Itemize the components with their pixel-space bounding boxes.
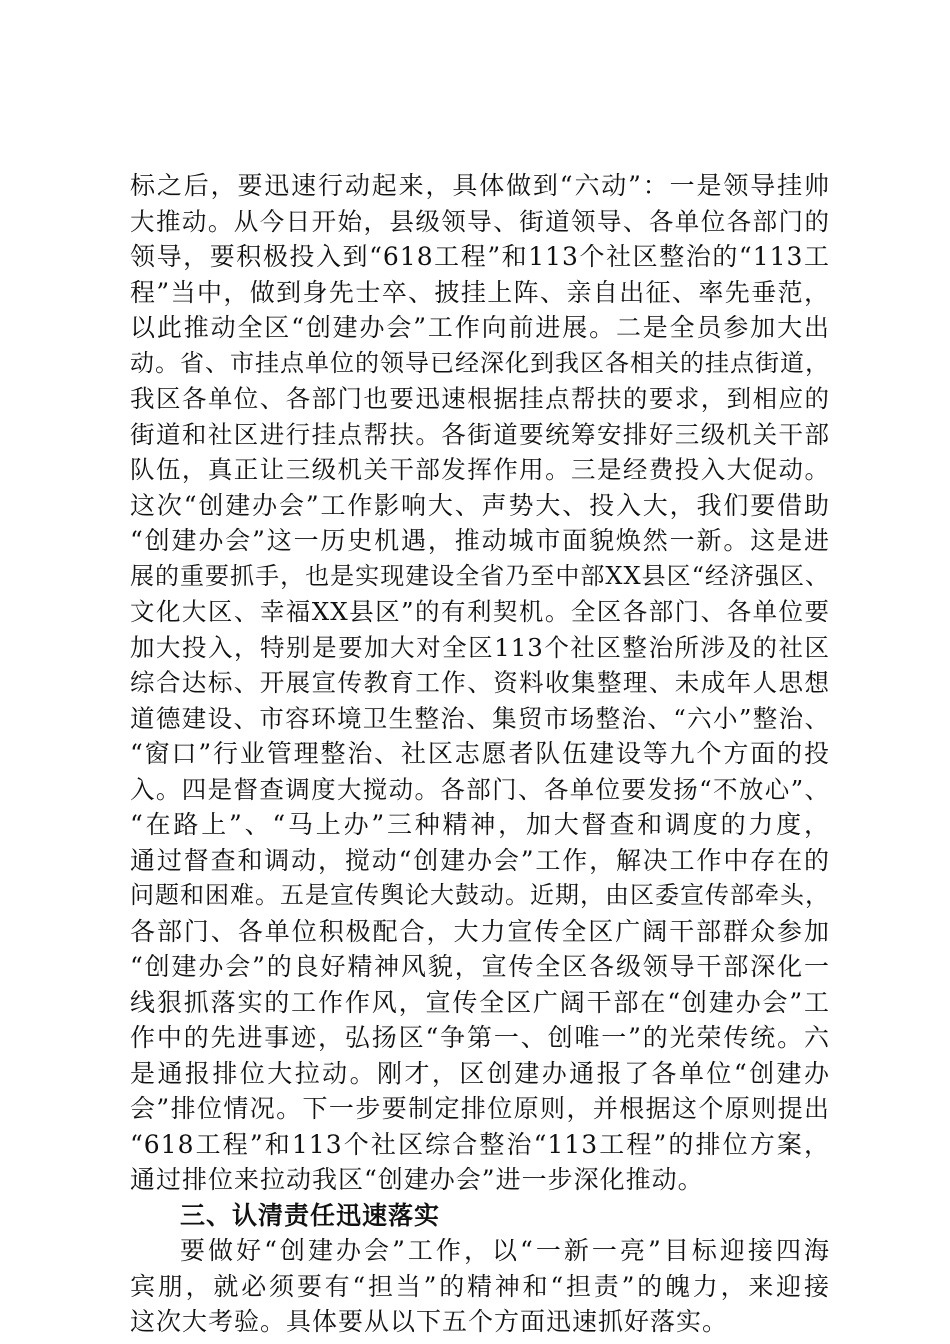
- text-line: 文化大区、幸福XX县区”的有利契机。全区各部门、各单位要: [130, 597, 830, 626]
- text-line: “窗口”行业管理整治、社区志愿者队伍建设等九个方面的投: [130, 739, 830, 768]
- text-line: 作中的先进事迹，弘扬区“争第一、创唯一”的光荣传统。六: [130, 1023, 830, 1052]
- text-line: 加大投入，特别是要加大对全区113个社区整治所涉及的社区: [130, 632, 830, 662]
- text-line: 线狠抓落实的工作作风，宣传全区广阔干部在“创建办会”工: [130, 987, 830, 1017]
- text-line: 展的重要抓手，也是实现建设全省乃至中部XX县区“经济强区、: [130, 561, 830, 590]
- text-line: 会”排位情况。下一步要制定排位原则，并根据这个原则提出: [130, 1094, 830, 1123]
- text-line: 程”当中，做到身先士卒、披挂上阵、亲自出征、率先垂范，: [130, 277, 830, 307]
- text-line: 是通报排位大拉动。刚才，区创建办通报了各单位“创建办: [130, 1058, 830, 1088]
- text-line: 各部门、各单位积极配合，大力宣传全区广阔干部群众参加: [130, 916, 830, 946]
- text-line: 综合达标、开展宣传教育工作、资料收集整理、未成年人思想: [130, 668, 830, 697]
- text-line: “创建办会”的良好精神风貌，宣传全区各级领导干部深化一: [130, 952, 830, 981]
- body-paragraph: [130, 168, 830, 1198]
- text-line: 入。四是督查调度大搅动。各部门、各单位要发扬“不放心”、: [130, 774, 830, 804]
- text-line: 这次“创建办会”工作影响大、声势大、投入大，我们要借助: [130, 490, 830, 520]
- text-line: 这次大考验。具体要从以下五个方面迅速抓好落实。: [130, 1307, 729, 1336]
- text-line: 街道和社区进行挂点帮扶。各街道要统筹安排好三级机关干部: [130, 419, 830, 449]
- document-body: [130, 168, 830, 1340]
- text-line: 标之后，要迅速行动起来，具体做到“六动”：一是领导挂帅: [130, 171, 830, 200]
- text-line: 我区各单位、各部门也要迅速根据挂点帮扶的要求，到相应的: [130, 384, 830, 413]
- text-line: 队伍，真正让三级机关干部发挥作用。三是经费投入大促动。: [130, 455, 830, 484]
- text-line: 以此推动全区“创建办会”工作向前进展。二是全员参加大出: [130, 313, 830, 342]
- text-line: 道德建设、市容环境卫生整治、集贸市场整治、“六小”整治、: [130, 703, 830, 733]
- text-line: “创建办会”这一历史机遇，推动城市面貌焕然一新。这是进: [130, 526, 830, 555]
- text-line: 大推动。从今日开始，县级领导、街道领导、各单位各部门的: [130, 206, 830, 236]
- body-paragraph: [130, 1233, 830, 1340]
- section-heading: 三、认清责任迅速落实: [180, 1200, 441, 1230]
- text-line: 动。省、市挂点单位的领导已经深化到我区各相关的挂点街道，: [130, 348, 830, 377]
- text-line: “618工程”和113个社区综合整治“113工程”的排位方案，: [130, 1129, 830, 1159]
- text-line: 领导，要积极投入到“618工程”和113个社区整治的“113工: [130, 242, 830, 271]
- text-line: 通过督查和调动，搅动“创建办会”工作，解决工作中存在的: [130, 845, 830, 875]
- text-line: 通过排位来拉动我区“创建办会”进一步深化推动。: [130, 1165, 704, 1194]
- text-line: 问题和困难。五是宣传舆论大鼓动。近期，由区委宣传部牵头，: [130, 881, 830, 909]
- text-line: “在路上”、“马上办”三种精神，加大督查和调度的力度，: [130, 810, 830, 839]
- text-line: 要做好“创建办会”工作，以“一新一亮”目标迎接四海: [180, 1236, 830, 1265]
- text-line: 宾朋，就必须要有“担当”的精神和“担责”的魄力，来迎接: [130, 1271, 830, 1301]
